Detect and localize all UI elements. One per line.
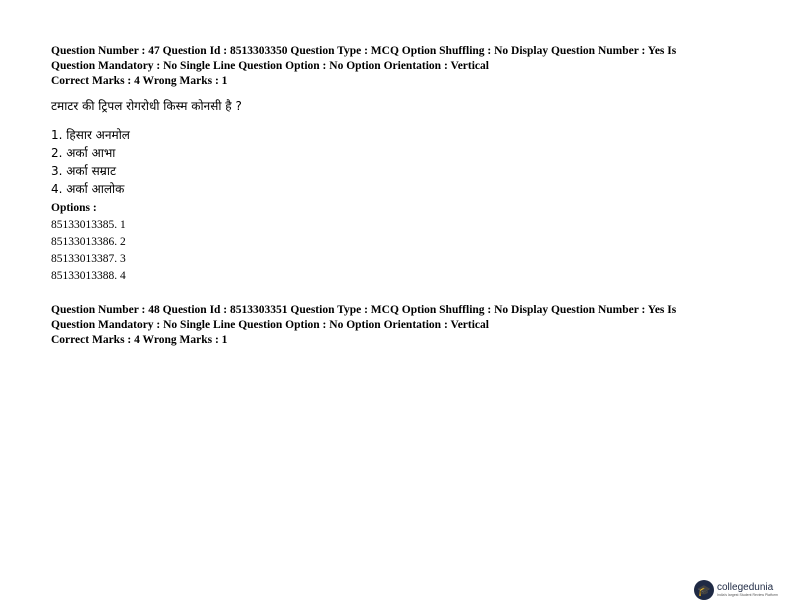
question-47-block [51, 44, 751, 285]
question-48-block [51, 303, 751, 348]
choice-item: 3. अर्का सम्राट [51, 164, 117, 178]
options-label: Options : [51, 202, 97, 214]
collegedunia-logo [694, 579, 786, 601]
meta-line: Question Number : 48 Question Id : 8513303351 Question Type : MCQ Option Shuffling : No Display Question Number : Yes Is [51, 304, 677, 316]
question-47-text: टमाटर की ट्रिपल रोगरोधी किस्म कोनसी है ? [51, 99, 242, 113]
option-id: 85133013386. 2 [51, 236, 126, 248]
choice-item: 1. हिसार अनमोल [51, 128, 130, 142]
graduate-cap-icon: 🎓 [694, 580, 714, 600]
choice-item: 2. अर्का आभा [51, 146, 116, 160]
question-48-meta [51, 303, 751, 348]
option-ids-list [51, 217, 751, 285]
meta-line: Correct Marks : 4 Wrong Marks : 1 [51, 334, 228, 346]
meta-line: Correct Marks : 4 Wrong Marks : 1 [51, 75, 228, 87]
option-id: 85133013388. 4 [51, 270, 126, 282]
option-id: 85133013387. 3 [51, 253, 126, 265]
meta-line: Question Mandatory : No Single Line Question Option : No Option Orientation : Vertical [51, 319, 489, 331]
option-id: 85133013385. 1 [51, 219, 126, 231]
document-page [51, 44, 751, 348]
logo-name: collegedunia [717, 581, 774, 593]
choice-item: 4. अर्का आलोक [51, 182, 125, 196]
logo-tagline: India's largest Student Review Platform [717, 592, 778, 597]
meta-line: Question Mandatory : No Single Line Question Option : No Option Orientation : Vertical [51, 60, 489, 72]
question-47-choices [51, 126, 751, 198]
question-47-meta [51, 44, 751, 89]
meta-line: Question Number : 47 Question Id : 8513303350 Question Type : MCQ Option Shuffling : No Display Question Number : Yes Is [51, 45, 677, 57]
logo-text-group [717, 583, 778, 598]
